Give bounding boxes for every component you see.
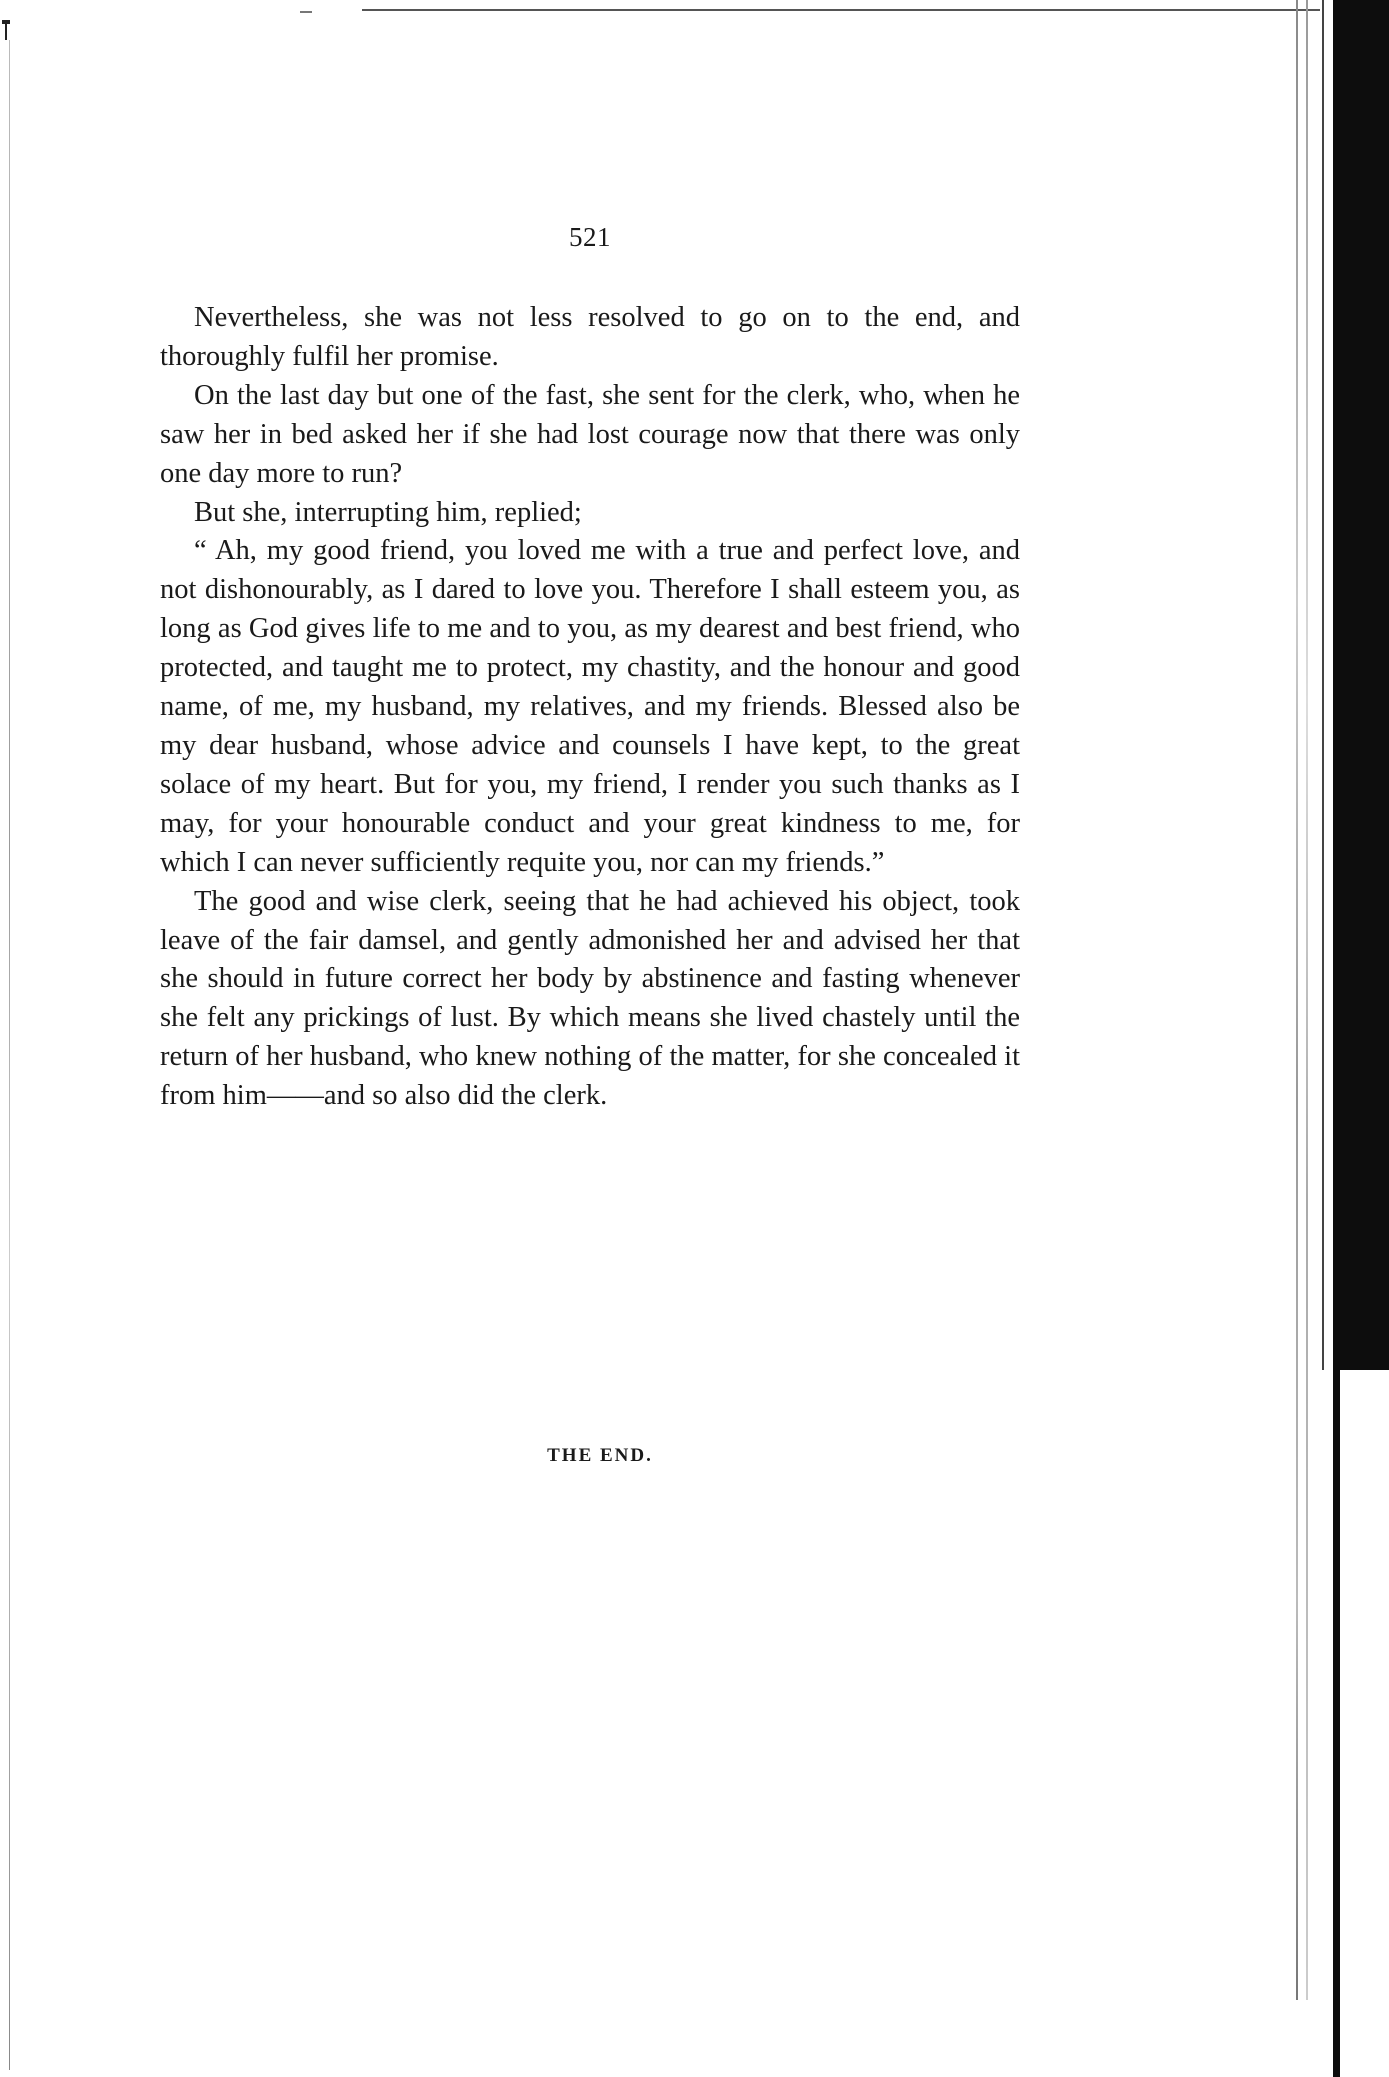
scan-left-edge <box>9 40 10 2070</box>
scan-right-edge-line <box>1296 0 1298 2000</box>
scan-right-edge-line <box>1322 0 1324 1370</box>
paragraph: The good and wise clerk, seeing that he had achieved his object, took leave of the fair damsel, and gently admonished her and advised her that she should in future correct her body by abstinence and fasting whenever she felt any prickings of lust. By which means she lived chastely until the return of her husband, who knew nothing of the matter, for she concealed it from him——and so also did the clerk. <box>160 885 1020 1112</box>
scan-binding-gap <box>1340 1370 1389 2077</box>
paragraph: On the last day but one of the fast, she sent for the clerk, who, when he saw her in bed asked her if she had lost courage now that there was only one day more to run? <box>160 379 1020 489</box>
paragraph: But she, interrupting him, replied; <box>194 496 582 528</box>
paragraph: Nevertheless, she was not less resolved to go on to the end, and thoroughly fulfil her promise. <box>160 302 1020 372</box>
scan-corner-mark <box>2 20 9 40</box>
closing-label: THE END. <box>547 1445 653 1466</box>
page-number: 521 <box>569 222 611 252</box>
body-text <box>160 299 1020 1116</box>
scan-top-rule <box>362 9 1320 11</box>
paragraph: “ Ah, my good friend, you loved me with a true and perfect love, and not dishonourably, as I dared to love you. Therefore I shall esteem you, as long as God gives life to me and to you, as my dearest and best friend, who protected, and taught me to protect, my chastity, and the honour and good name, of me, my husband, my relatives, and my friends. Blessed also be my dear husband, whose advice and counsels I have kept, to the great solace of my heart. But for you, my friend, I render you such thanks as I may, for your honourable conduct and your great kindness to me, for which I can never sufficiently requite you, nor can my friends.” <box>160 535 1020 878</box>
scan-right-edge-line <box>1306 0 1308 2000</box>
scan-mark <box>300 11 312 13</box>
